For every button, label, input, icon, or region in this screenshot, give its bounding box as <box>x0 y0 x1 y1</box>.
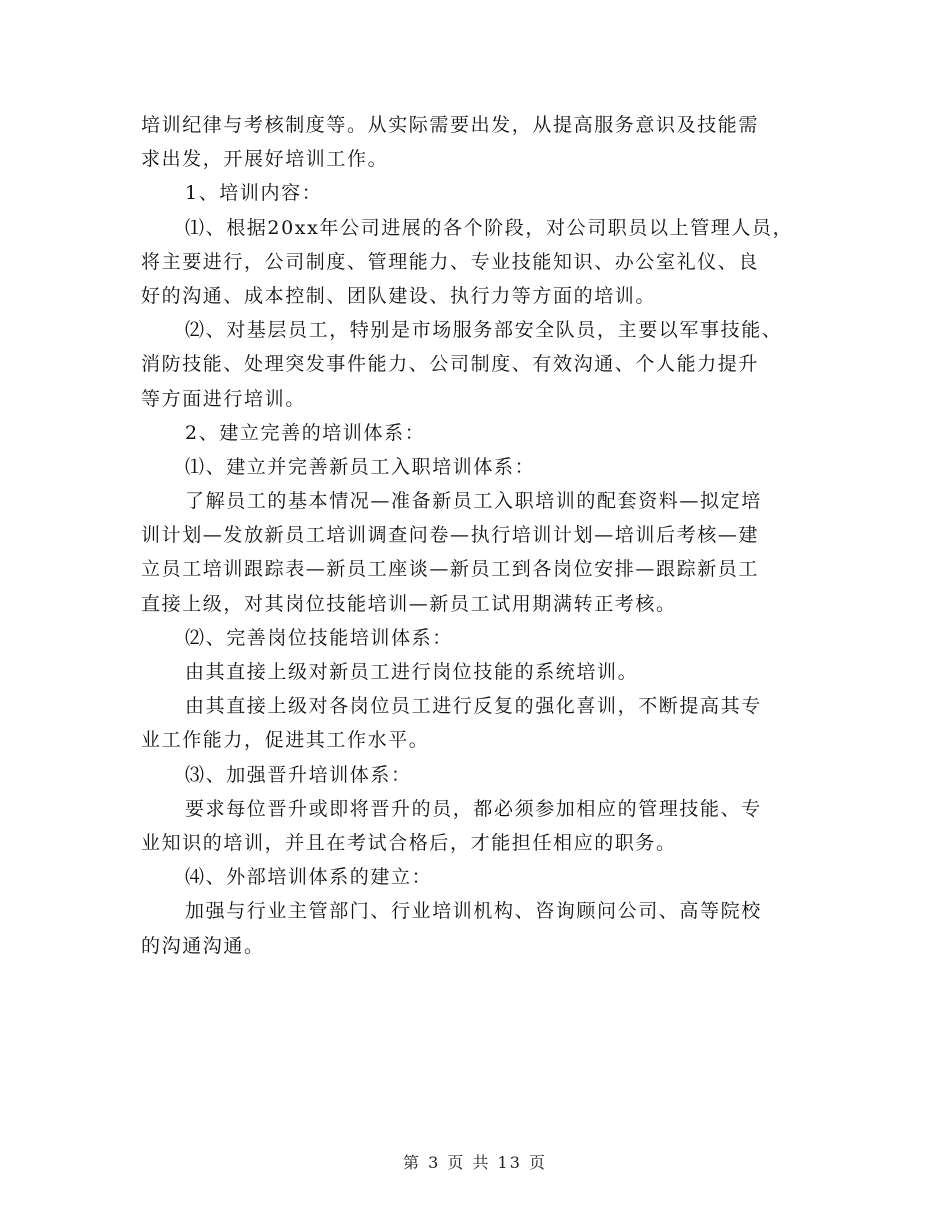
paragraph-line: 加强与行业主管部门、行业培训机构、咨询顾问公司、高等院校 <box>185 900 762 923</box>
paragraph-line: 消防技能、处理突发事件能力、公司制度、有效沟通、个人能力提升 <box>141 353 760 376</box>
subsection-heading: ⑷、外部培训体系的建立： <box>185 866 433 889</box>
paragraph-line: 培训纪律与考核制度等。从实际需要出发，从提高服务意识及技能需 <box>141 114 760 136</box>
paragraph-line: 要求每位晋升或即将晋升的员，都必须参加相应的管理技能、专 <box>185 797 762 820</box>
section-heading: 2、建立完善的培训体系： <box>185 421 426 444</box>
paragraph-line: 了解员工的基本情况—准备新员工入职培训的配套资料—拟定培 <box>185 490 762 513</box>
subsection-heading: ⑶、加强晋升培训体系： <box>185 763 412 786</box>
subsection-heading: ⑵、完善岗位技能培训体系： <box>185 626 453 649</box>
document-body <box>141 108 813 963</box>
paragraph-line: 立员工培训跟踪表—新员工座谈—新员工到各岗位安排—跟踪新员工 <box>141 558 760 581</box>
subsection-heading: ⑴、建立并完善新员工入职培训体系： <box>185 455 536 478</box>
paragraph-line: 等方面进行培训。 <box>141 387 306 410</box>
paragraph-line: 训计划—发放新员工培训调查问卷—执行培训计划—培训后考核—建 <box>141 524 760 547</box>
paragraph-line: ⑴、根据20xx年公司进展的各个阶段，对公司职员以上管理人员， <box>185 216 794 239</box>
paragraph-line: 由其直接上级对各岗位员工进行反复的强化喜训，不断提高其专 <box>185 695 762 718</box>
paragraph-line: 的沟通沟通。 <box>141 934 265 957</box>
paragraph-line: 直接上级，对其岗位技能培训—新员工试用期满转正考核。 <box>141 592 677 615</box>
paragraph-line: 将主要进行，公司制度、管理能力、专业技能知识、办公室礼仪、良 <box>141 250 760 273</box>
paragraph-line: 业工作能力，促进其工作水平。 <box>141 729 430 752</box>
paragraph-line: 好的沟通、成本控制、团队建设、执行力等方面的培训。 <box>141 284 657 307</box>
section-heading: 1、培训内容： <box>185 182 323 205</box>
paragraph-line: ⑵、对基层员工，特别是市场服务部安全队员，主要以军事技能、 <box>185 319 783 342</box>
paragraph-line: 业知识的培训，并且在考试合格后，才能担任相应的职务。 <box>141 831 677 854</box>
paragraph-line: 由其直接上级对新员工进行岗位技能的系统培训。 <box>185 661 639 683</box>
paragraph-line: 求出发，开展好培训工作。 <box>141 148 389 171</box>
page-number-footer: 第 3 页 共 13 页 <box>403 1153 547 1172</box>
